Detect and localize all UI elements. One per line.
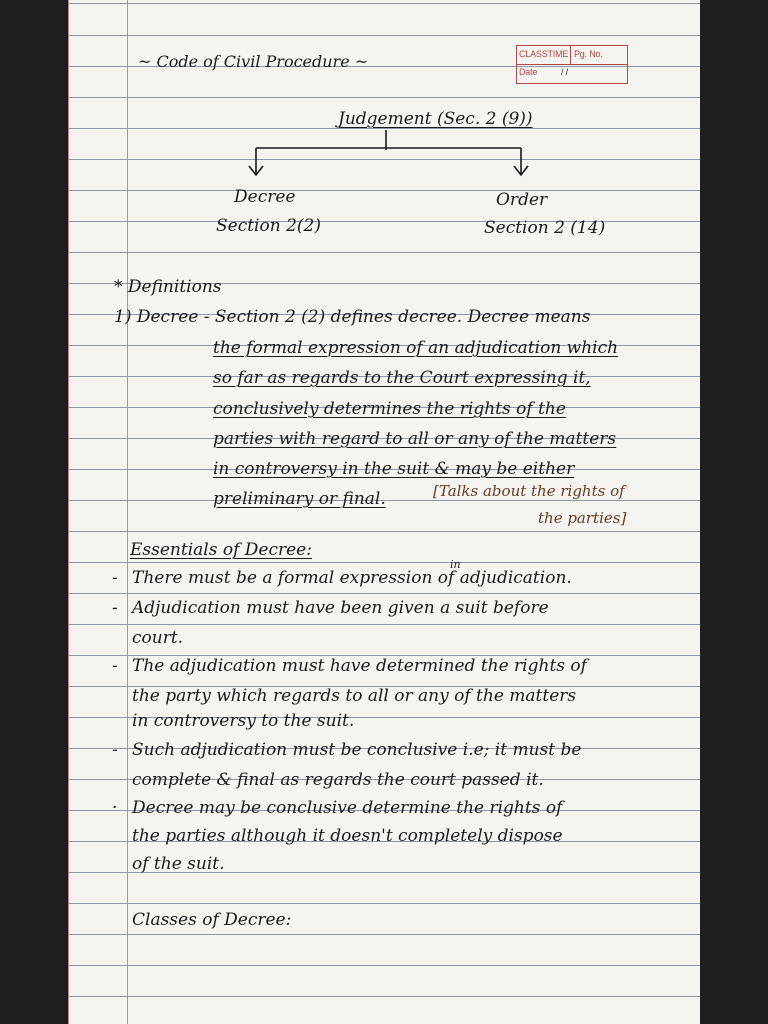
essential-line: The adjudication must have determined the rights of bbox=[132, 656, 587, 676]
margin-line bbox=[127, 0, 128, 1024]
definition-line: conclusively determines the rights of the bbox=[213, 399, 566, 419]
essential-line: Adjudication must have been given a suit before bbox=[132, 598, 549, 618]
definition-line: preliminary or final. bbox=[213, 489, 386, 509]
bullet: - bbox=[112, 598, 118, 618]
page-title: ~ Code of Civil Procedure ~ bbox=[138, 52, 369, 71]
stamp-date-value: / / bbox=[561, 67, 568, 77]
bullet: · bbox=[112, 798, 118, 818]
definition-note: [Talks about the rights of bbox=[433, 482, 625, 500]
stamp-date-label: Date bbox=[519, 67, 538, 77]
classes-heading: Classes of Decree: bbox=[132, 910, 292, 930]
notebook-page bbox=[68, 0, 700, 1024]
definition-line: so far as regards to the Court expressing it, bbox=[213, 368, 591, 388]
definition-line: parties with regard to all or any of the matters bbox=[213, 429, 617, 449]
diagram-right-name: Order bbox=[496, 190, 548, 210]
stamp-brand: CLASSTIME bbox=[519, 49, 569, 59]
essential-line: the parties although it doesn't completely dispose bbox=[132, 826, 563, 846]
diagram-connector bbox=[238, 128, 538, 188]
definition-line: in controversy in the suit & may be either bbox=[213, 459, 575, 479]
classtime-stamp bbox=[516, 45, 628, 84]
definition-line: the formal expression of an adjudication which bbox=[213, 338, 619, 358]
definition-note: the parties] bbox=[538, 509, 627, 527]
definition-line: 1) Decree - Section 2 (2) defines decree. Decree means bbox=[114, 307, 591, 327]
bullet: - bbox=[112, 568, 118, 588]
essential-line: complete & final as regards the court passed it. bbox=[132, 770, 544, 790]
essential-line: Such adjudication must be conclusive i.e; it must be bbox=[132, 740, 582, 760]
stamp-page-label: Pg. No. bbox=[574, 49, 603, 59]
bullet: - bbox=[112, 740, 118, 760]
bullet: - bbox=[112, 656, 118, 676]
diagram-right-section: Section 2 (14) bbox=[484, 218, 606, 238]
diagram-root: Judgement (Sec. 2 (9)) bbox=[338, 109, 533, 129]
margin-line bbox=[68, 0, 69, 1024]
essential-line: the party which regards to all or any of the matters bbox=[132, 686, 577, 706]
essentials-heading: Essentials of Decree: bbox=[130, 540, 312, 560]
definitions-heading: * Definitions bbox=[114, 277, 222, 297]
essential-line: There must be a formal expression of adjudication. bbox=[132, 568, 572, 588]
essential-line: court. bbox=[132, 628, 184, 648]
caret-insert: in bbox=[450, 558, 461, 571]
diagram-left-name: Decree bbox=[234, 187, 296, 207]
diagram-left-section: Section 2(2) bbox=[216, 216, 321, 236]
essential-line: Decree may be conclusive determine the rights of bbox=[132, 798, 563, 818]
essential-line: in controversy to the suit. bbox=[132, 711, 355, 731]
essential-line: of the suit. bbox=[132, 854, 225, 874]
